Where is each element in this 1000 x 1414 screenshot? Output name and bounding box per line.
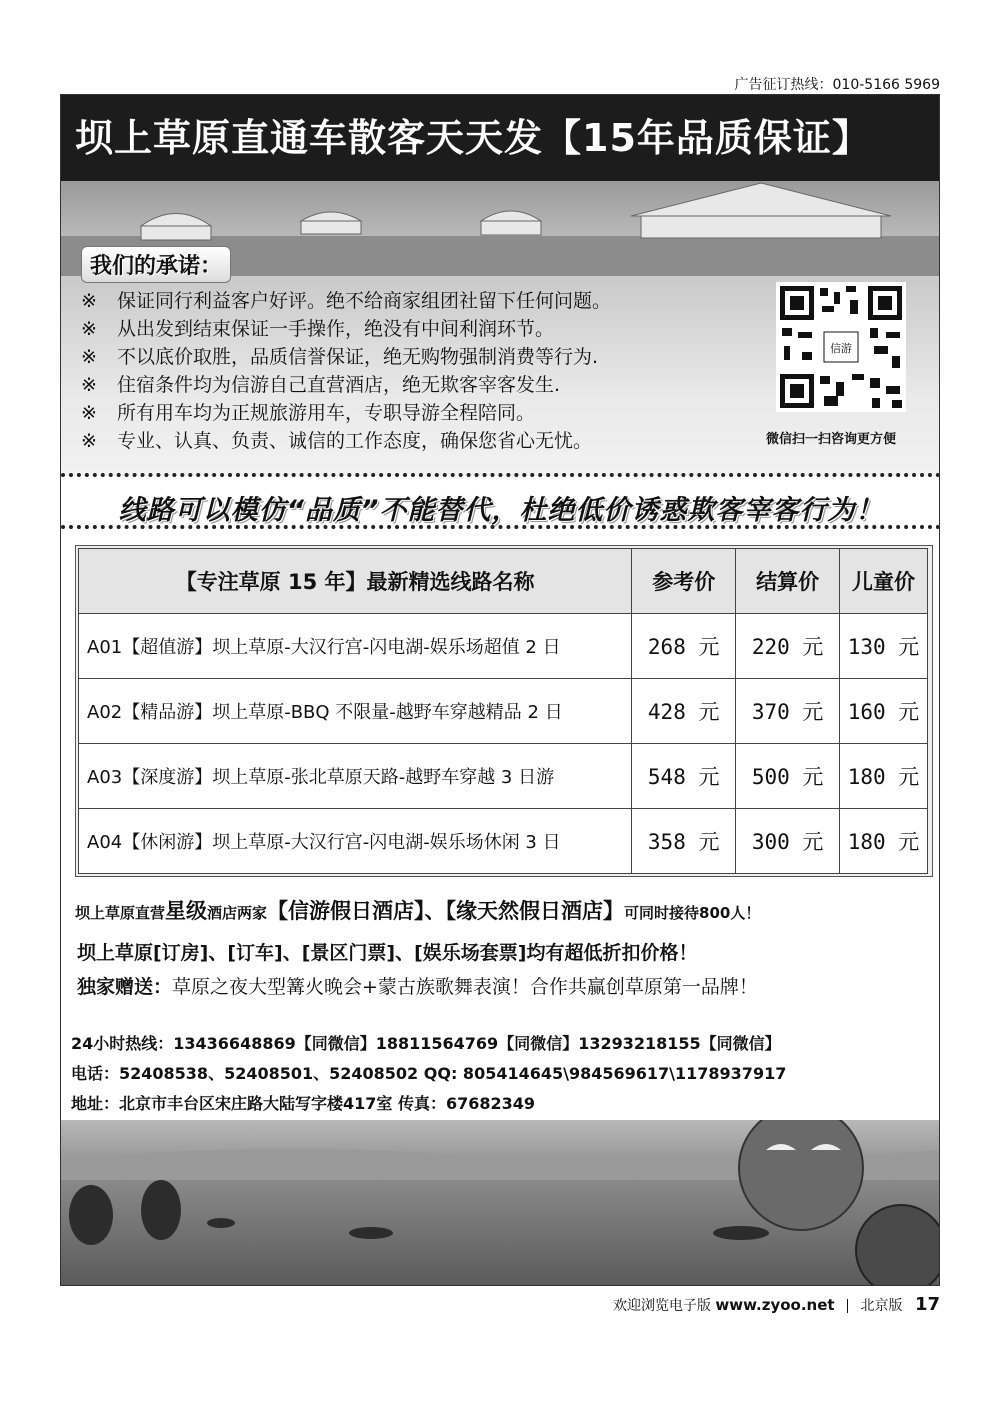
reference-price: 428 元 bbox=[632, 679, 736, 744]
bullet-mark: ※ bbox=[81, 318, 97, 340]
bullet-mark: ※ bbox=[81, 346, 97, 368]
settlement-price: 300 元 bbox=[736, 809, 840, 874]
ad-hotline: 广告征订热线：010-5166 5969 bbox=[734, 77, 940, 93]
hotel-names: 【信游假日酒店】、【缘天然假日酒店】 bbox=[267, 899, 625, 923]
price-table bbox=[78, 548, 928, 874]
promise-item: ※ 保证同行利益客户好评。绝不给商家组团社留下任何问题。 bbox=[81, 290, 612, 312]
gift-text: 草原之夜大型篝火晚会+蒙古族歌舞表演！合作共赢创草原第一品牌！ bbox=[172, 976, 758, 998]
phone-qq: 电话：52408538、52408501、52408502 QQ: 805414645\984569617\1178937917 bbox=[71, 1064, 787, 1083]
route-name: A03【深度游】坝上草原-张北草原天路-越野车穿越 3 日游 bbox=[79, 744, 632, 809]
route-name: A02【精品游】坝上草原-BBQ 不限量-越野车穿越精品 2 日 bbox=[79, 679, 632, 744]
col-header-child-price: 儿童价 bbox=[840, 549, 928, 614]
bullet-mark: ※ bbox=[81, 374, 97, 396]
reference-price: 548 元 bbox=[632, 744, 736, 809]
table-row bbox=[79, 614, 928, 679]
table-row bbox=[79, 679, 928, 744]
route-name: A04【休闲游】坝上草原-大汉行宫-闪电湖-娱乐场休闲 3 日 bbox=[79, 809, 632, 874]
price-table-box bbox=[75, 545, 933, 877]
dotted-divider bbox=[61, 473, 940, 477]
discount-info: 坝上草原[订房]、[订车]、[景区门票]、[娱乐场套票]均有超低折扣价格！ bbox=[77, 942, 698, 964]
dotted-divider bbox=[61, 525, 940, 529]
promise-item: ※ 专业、认真、负责、诚信的工作态度，确保您省心无忧。 bbox=[81, 430, 593, 452]
hotel-star: 星级 bbox=[165, 899, 208, 923]
settlement-price: 370 元 bbox=[736, 679, 840, 744]
table-row bbox=[79, 809, 928, 874]
bullet-mark: ※ bbox=[81, 402, 97, 424]
table-header-row bbox=[79, 549, 928, 614]
hotel-capacity: 可同时接待800人！ bbox=[624, 904, 761, 922]
footer-edition: 北京版 bbox=[860, 1298, 903, 1314]
hotel-mid: 酒店两家 bbox=[207, 904, 268, 922]
footer-website-link[interactable]: www.zyoo.net bbox=[715, 1296, 835, 1314]
promise-heading: 我们的承诺： bbox=[81, 246, 231, 283]
promise-item: ※ 所有用车均为正规旅游用车，专职导游全程陪同。 bbox=[81, 402, 536, 424]
reference-price: 358 元 bbox=[632, 809, 736, 874]
qr-caption: 微信扫一扫咨询更方便 bbox=[766, 432, 897, 447]
promise-section bbox=[61, 254, 940, 476]
hotel-info bbox=[75, 895, 760, 925]
wechat-qr-code bbox=[776, 282, 906, 412]
page-footer bbox=[613, 1294, 940, 1315]
qr-logo-text: 信游 bbox=[830, 342, 852, 355]
hotline-numbers: 24小时热线：13436648869【同微信】18811564769【同微信】13293218155【同微信】 bbox=[71, 1034, 781, 1053]
child-price: 180 元 bbox=[840, 809, 928, 874]
footer-separator bbox=[847, 1299, 848, 1313]
settlement-price: 500 元 bbox=[736, 744, 840, 809]
table-row bbox=[79, 744, 928, 809]
bullet-mark: ※ bbox=[81, 290, 97, 312]
gift-label: 独家赠送： bbox=[77, 976, 173, 998]
child-price: 130 元 bbox=[840, 614, 928, 679]
settlement-price: 220 元 bbox=[736, 614, 840, 679]
route-name: A01【超值游】坝上草原-大汉行宫-闪电湖-娱乐场超值 2 日 bbox=[79, 614, 632, 679]
grassland-image bbox=[61, 1120, 940, 1286]
contact-info bbox=[71, 1029, 786, 1119]
gift-info bbox=[77, 972, 758, 999]
footer-browse: 欢迎浏览电子版 bbox=[612, 1298, 711, 1314]
address-fax: 地址：北京市丰台区宋庄路大陆写字楼417室 传真：67682349 bbox=[71, 1094, 536, 1113]
col-header-reference-price: 参考价 bbox=[632, 549, 736, 614]
promise-item: ※ 从出发到结束保证一手操作，绝没有中间利润环节。 bbox=[81, 318, 555, 340]
promise-item: ※ 住宿条件均为信游自己直营酒店，绝无欺客宰客发生. bbox=[81, 374, 561, 396]
bullet-mark: ※ bbox=[81, 430, 97, 452]
col-header-settlement-price: 结算价 bbox=[736, 549, 840, 614]
child-price: 180 元 bbox=[840, 744, 928, 809]
advertisement bbox=[60, 94, 940, 1286]
slogan: 线路可以模仿“品质”不能替代，杜绝低价诱惑欺客宰客行为！ bbox=[118, 495, 884, 526]
page-number: 17 bbox=[914, 1294, 940, 1315]
child-price: 160 元 bbox=[840, 679, 928, 744]
col-header-route: 【专注草原 15 年】最新精选线路名称 bbox=[79, 549, 632, 614]
hotel-prefix: 坝上草原直营 bbox=[75, 904, 166, 922]
ad-title: 坝上草原直通车散客天天发【15年品质保证】 bbox=[61, 95, 940, 181]
reference-price: 268 元 bbox=[632, 614, 736, 679]
promise-item: ※ 不以底价取胜，品质信誉保证，绝无购物强制消费等行为. bbox=[81, 346, 599, 368]
